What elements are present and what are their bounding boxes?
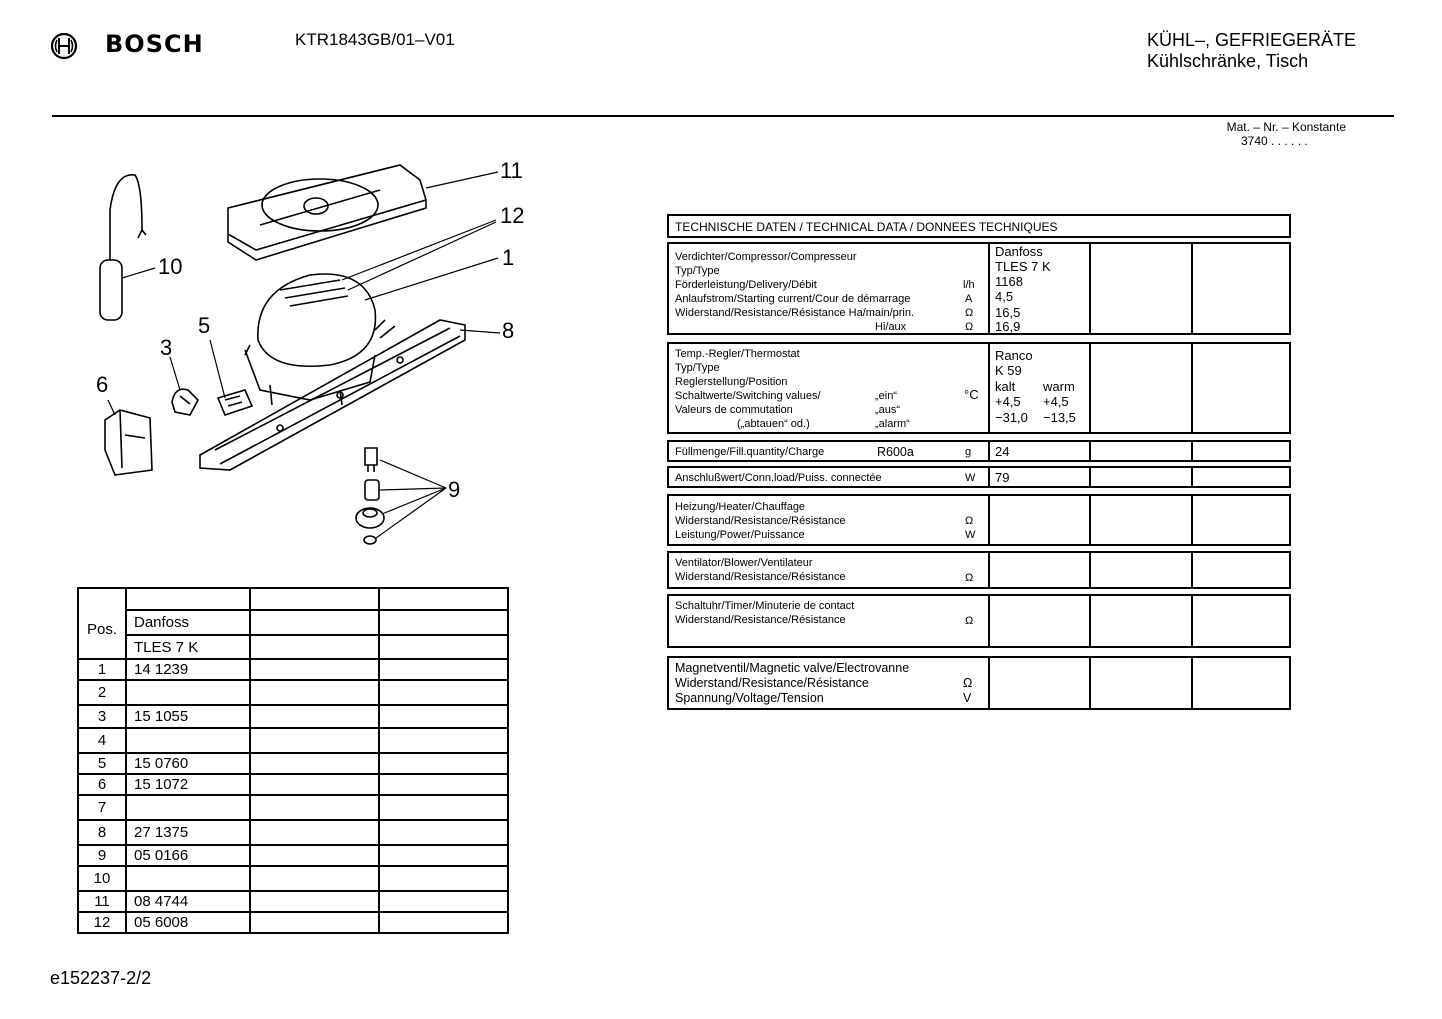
connected-load-label: Anschlußwert/Conn.load/Puiss. connectée (675, 472, 882, 484)
resistance-main-value: 16,5 (995, 305, 1021, 320)
unit-ohm: Ω (965, 572, 974, 584)
callout-8: 8 (502, 318, 515, 343)
resistance-label: Widerstand/Resistance/Résistance (675, 614, 846, 626)
callout-3: 3 (160, 335, 173, 360)
table-row: 7 (78, 795, 508, 820)
table-row: 10 (78, 866, 508, 891)
header-rule (52, 115, 1394, 117)
base-plate-part (200, 320, 465, 470)
category-subtitle: Kühlschränke, Tisch (1147, 51, 1309, 71)
mat-nr-label: Mat. – Nr. – Konstante (1226, 120, 1346, 134)
table-row: 12 05 6008 (78, 912, 508, 933)
brand-name: BOSCH (105, 30, 204, 58)
switching-values-label: Schaltwerte/Switching values/ (675, 390, 821, 402)
heater-block (667, 494, 1291, 546)
callout-6: 6 (96, 372, 109, 397)
model-number: KTR1843GB/01–V01 (295, 30, 455, 49)
callout-1: 1 (502, 245, 515, 270)
state-on: „ein“ (875, 390, 898, 402)
cold-label: kalt (995, 379, 1016, 394)
resistance-label: Widerstand/Resistance/Résistance (675, 515, 846, 527)
refrigerant-value: R600a (877, 445, 914, 459)
category-title: KÜHL–, GEFRIEGERÄTE (1147, 30, 1357, 50)
mat-nr-value: 3740 . . . . . . (1241, 134, 1308, 148)
unit-lh: l/h (963, 279, 975, 291)
unit-w: W (965, 472, 976, 484)
type-label: Typ/Type (675, 265, 720, 277)
exploded-parts-diagram (80, 150, 540, 550)
resistance-aux-value: 16,9 (995, 319, 1021, 334)
overload-protector-part (218, 390, 252, 415)
callout-5: 5 (198, 313, 211, 338)
thermostat-block (667, 342, 1291, 434)
parts-table (77, 587, 509, 934)
thermostat-make: Ranco (995, 348, 1033, 363)
thermostat-type: K 59 (995, 363, 1022, 378)
tech-title-bar (667, 214, 1291, 238)
unit-ohm: Ω (965, 307, 974, 319)
callout-11: 11 (500, 158, 523, 183)
timer-block (667, 594, 1291, 648)
unit-celsius: °C (964, 387, 979, 402)
fill-quantity-value: 24 (995, 444, 1010, 459)
pos-header: Pos. (78, 588, 126, 659)
table-row: 8 27 1375 (78, 820, 508, 845)
table-row: 5 15 0760 (78, 753, 508, 774)
delivery-value: 1168 (995, 274, 1023, 289)
defrost-label: („abtauen“ od.) (737, 418, 810, 430)
unit-ohm: Ω (965, 321, 974, 333)
grommet-set-part (356, 448, 384, 544)
blower-label: Ventilator/Blower/Ventilateur (675, 557, 813, 569)
start-relay-part (172, 389, 198, 415)
unit-a: A (965, 293, 973, 305)
unit-ohm: Ω (965, 615, 974, 627)
connected-load-block (667, 466, 1291, 488)
document-code: e152237-2/2 (50, 968, 152, 988)
unit-ohm: Ω (965, 515, 974, 527)
cold-off-value: −31,0 (995, 410, 1028, 425)
table-row: 11 08 4744 (78, 891, 508, 912)
timer-label: Schaltuhr/Timer/Minuterie de contact (675, 600, 855, 612)
starting-current-value: 4,5 (995, 289, 1014, 304)
table-row: 9 05 0166 (78, 845, 508, 866)
type-label: Typ/Type (675, 362, 720, 374)
callout-9: 9 (448, 477, 461, 502)
compressor-type: TLES 7 K (995, 259, 1051, 274)
fill-quantity-block (667, 440, 1291, 462)
resistance-main-label: Widerstand/Resistance/Résistance Ha/main/prin. (675, 307, 915, 319)
delivery-label: Förderleistung/Delivery/Débit (675, 279, 817, 291)
resistance-label: Widerstand/Resistance/Résistance (675, 571, 846, 583)
drip-tray-part (228, 165, 426, 260)
voltage-label: Spannung/Voltage/Tension (675, 691, 824, 705)
table-row: 1 14 1239 (78, 659, 508, 680)
state-off: „aus“ (875, 404, 901, 416)
warm-label: warm (1043, 379, 1075, 394)
unit-ohm: Ω (963, 676, 973, 690)
commutation-label: Valeurs de commutation (675, 404, 793, 416)
warm-on-value: +4,5 (1043, 394, 1069, 409)
blower-block (667, 551, 1291, 589)
callout-10: 10 (158, 254, 183, 279)
relay-cover-part (105, 410, 152, 475)
fill-quantity-label: Füllmenge/Fill.quantity/Charge (675, 446, 825, 458)
parts-head-type: TLES 7 K (126, 635, 250, 659)
compressor-block (667, 242, 1291, 335)
resistance-aux-label: Hi/aux (875, 321, 907, 333)
unit-w: W (965, 529, 976, 541)
compressor-part (245, 274, 395, 405)
thermostat-label: Temp.-Regler/Thermostat (675, 348, 800, 360)
table-row: 6 15 1072 (78, 774, 508, 795)
unit-g: g (965, 446, 972, 458)
table-row: 3 15 1055 (78, 705, 508, 728)
power-label: Leistung/Power/Puissance (675, 529, 805, 541)
compressor-label: Verdichter/Compressor/Compresseur (675, 251, 857, 263)
connected-load-value: 79 (995, 470, 1010, 485)
unit-v: V (963, 691, 972, 705)
table-row: 4 (78, 728, 508, 753)
parts-head-make: Danfoss (126, 610, 250, 635)
heater-label: Heizung/Heater/Chauffage (675, 501, 806, 513)
magnetic-valve-block (667, 656, 1291, 710)
warm-off-value: −13,5 (1043, 410, 1076, 425)
cold-on-value: +4,5 (995, 394, 1021, 409)
compressor-make: Danfoss (995, 244, 1043, 259)
callout-12: 12 (500, 203, 525, 228)
bosch-armature-icon (50, 32, 78, 60)
starting-current-label: Anlaufstrom/Starting current/Cour de démarrage (675, 293, 911, 305)
capacitor-part (100, 175, 146, 320)
table-row: 2 (78, 680, 508, 705)
resistance-label: Widerstand/Resistance/Résistance (675, 676, 869, 690)
state-alarm: „alarm“ (875, 418, 910, 430)
valve-label: Magnetventil/Magnetic valve/Electrovanne (675, 661, 910, 675)
position-label: Reglerstellung/Position (675, 376, 788, 388)
tech-title: TECHNISCHE DATEN / TECHNICAL DATA / DONNEES TECHNIQUES (675, 220, 1058, 234)
